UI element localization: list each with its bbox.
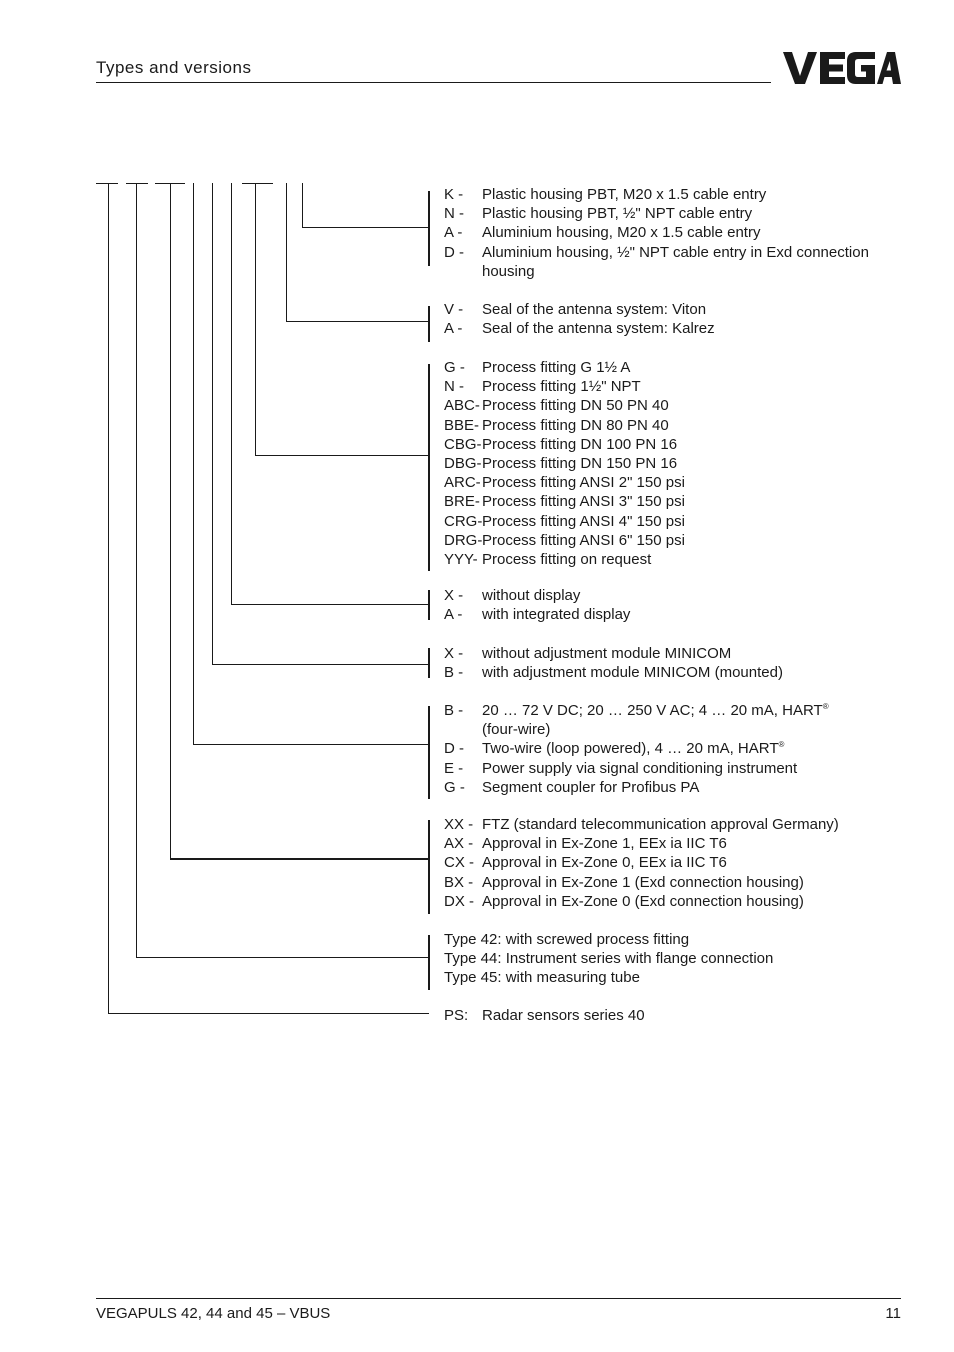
display-options bbox=[444, 586, 914, 624]
product-series bbox=[444, 1006, 914, 1025]
approval-options bbox=[444, 815, 914, 911]
list-item: CBG- Process fitting DN 100 PN 16 bbox=[444, 435, 678, 453]
connector-horizontal bbox=[136, 957, 429, 958]
list-item: X - without display bbox=[444, 587, 581, 604]
list-item: DBG- Process fitting DN 150 PN 16 bbox=[444, 455, 678, 473]
list-item: K - Plastic housing PBT, M20 x 1.5 cable entry bbox=[444, 186, 767, 203]
footer-rule bbox=[96, 1298, 901, 1299]
electronics-options bbox=[444, 701, 914, 797]
group-bracket bbox=[428, 648, 430, 678]
connector-vertical bbox=[212, 183, 213, 664]
list-item: B - with adjustment module MINICOM (mounted) bbox=[444, 664, 783, 682]
connector-horizontal bbox=[108, 1013, 429, 1014]
connector-vertical bbox=[136, 183, 137, 957]
connector-vertical bbox=[255, 183, 256, 455]
footer-document-title: VEGAPULS 42, 44 and 45 – VBUS bbox=[96, 1305, 331, 1322]
connector-vertical bbox=[170, 183, 171, 859]
connector-horizontal bbox=[212, 664, 429, 665]
list-item: CRG- Process fitting ANSI 4" 150 psi bbox=[444, 512, 685, 530]
list-item: BX - Approval in Ex-Zone 1 (Exd connection housing) bbox=[444, 873, 804, 891]
list-item: A - with integrated display bbox=[444, 606, 631, 624]
list-item: N - Plastic housing PBT, ½" NPT cable entry bbox=[444, 205, 753, 223]
group-bracket bbox=[428, 191, 430, 266]
housing-options bbox=[444, 185, 914, 281]
list-item: D - Aluminium housing, ½" NPT cable entry in Exd connection housing bbox=[444, 243, 869, 280]
connector-vertical bbox=[302, 183, 303, 227]
list-item: BBE- Process fitting DN 80 PN 40 bbox=[444, 416, 669, 434]
list-item: PS: Radar sensors series 40 bbox=[444, 1007, 645, 1024]
list-item: G - Segment coupler for Profibus PA bbox=[444, 778, 700, 796]
list-item: ARC- Process fitting ANSI 2" 150 psi bbox=[444, 474, 685, 492]
seal-options bbox=[444, 300, 914, 338]
group-bracket bbox=[428, 306, 430, 342]
page-number: 11 bbox=[885, 1305, 901, 1322]
list-item: D - Two-wire (loop powered), 4 … 20 mA, HART® bbox=[444, 740, 785, 758]
list-item: XX - FTZ (standard telecommunication approval Germany) bbox=[444, 816, 839, 833]
list-item: Type 42: with screwed process fitting bbox=[444, 931, 690, 948]
group-bracket bbox=[428, 820, 430, 914]
list-item: YYY- Process fitting on request bbox=[444, 551, 652, 569]
code-bar bbox=[96, 183, 118, 184]
list-item: Type 44: Instrument series with flange connection bbox=[444, 950, 774, 968]
list-item: A - Aluminium housing, M20 x 1.5 cable entry bbox=[444, 224, 761, 242]
connector-horizontal bbox=[302, 227, 429, 228]
group-bracket bbox=[428, 706, 430, 799]
list-item: DX - Approval in Ex-Zone 0 (Exd connection housing) bbox=[444, 892, 804, 910]
list-item: A - Seal of the antenna system: Kalrez bbox=[444, 320, 715, 338]
connector-horizontal bbox=[231, 604, 429, 605]
list-item: B - 20 … 72 V DC; 20 … 250 V AC; 4 … 20 mA, HART® (four-wire) bbox=[444, 702, 829, 739]
connector-horizontal bbox=[286, 321, 429, 322]
connector-horizontal bbox=[170, 858, 429, 860]
section-title: Types and versions bbox=[96, 58, 252, 77]
group-bracket bbox=[428, 935, 430, 990]
group-bracket bbox=[428, 364, 430, 571]
process-fitting-options bbox=[444, 358, 914, 569]
list-item: DRG- Process fitting ANSI 6" 150 psi bbox=[444, 531, 685, 549]
list-item: Type 45: with measuring tube bbox=[444, 969, 640, 987]
list-item: BRE- Process fitting ANSI 3" 150 psi bbox=[444, 493, 685, 511]
group-bracket bbox=[428, 590, 430, 620]
list-item: E - Power supply via signal conditioning instrument bbox=[444, 759, 798, 777]
list-item: X - without adjustment module MINICOM bbox=[444, 645, 732, 662]
adjustment-options bbox=[444, 644, 914, 682]
list-item: G - Process fitting G 1½ A bbox=[444, 359, 631, 376]
connector-vertical bbox=[231, 183, 232, 604]
list-item: N - Process fitting 1½" NPT bbox=[444, 378, 641, 396]
list-item: CX - Approval in Ex-Zone 0, EEx ia IIC T6 bbox=[444, 854, 727, 872]
list-item: ABC- Process fitting DN 50 PN 40 bbox=[444, 397, 669, 415]
list-item: AX - Approval in Ex-Zone 1, EEx ia IIC T6 bbox=[444, 835, 727, 853]
type-options bbox=[444, 930, 914, 988]
connector-vertical bbox=[193, 183, 194, 744]
connector-vertical bbox=[108, 183, 109, 1013]
code-bar bbox=[126, 183, 148, 184]
code-bar bbox=[242, 183, 273, 184]
connector-vertical bbox=[286, 183, 287, 321]
list-item: V - Seal of the antenna system: Viton bbox=[444, 301, 707, 318]
connector-horizontal bbox=[193, 744, 429, 745]
connector-horizontal bbox=[255, 455, 429, 456]
